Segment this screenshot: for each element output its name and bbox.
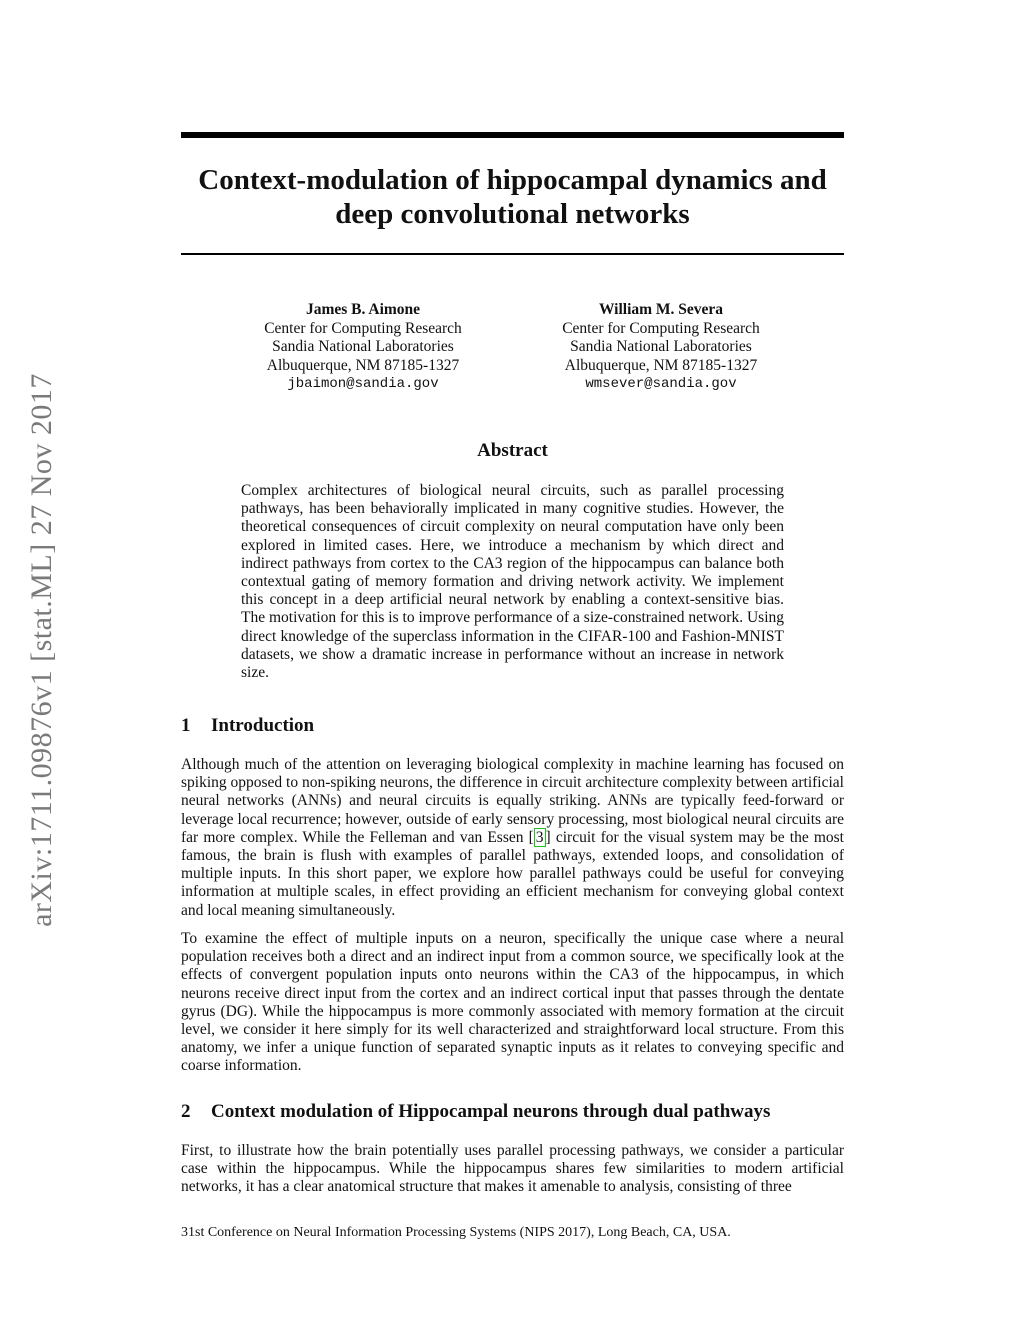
title-bottom-rule [181,253,844,255]
author-affiliation: Center for Computing Research [264,319,462,337]
section-heading-introduction [181,715,844,737]
author-block-2 [516,301,806,394]
author-affiliation: Sandia National Laboratories [272,338,454,355]
author-affiliation: Center for Computing Research [562,319,760,337]
section-title: Context modulation of Hippocampal neurons through dual pathways [211,1101,771,1122]
author-affiliation: Sandia National Laboratories [570,338,752,355]
intro-paragraph-2: To examine the effect of multiple inputs on a neuron, specifically the unique case where a neural population receives both a direct and an indirect input from a common source, we specifically look at the effects of convergent population inputs onto neurons within the CA3 of the hippocampus, in which neurons receive direct input from the cortex and an indirect cortical input that passes through the dentate gyrus (DG). While the hippocampus is more commonly associated with memory formation at the circuit level, we consider it here simply for its well characterized and straightforward local structure. From this anatomy, we infer a unique function of separated synaptic inputs as it relates to conveying specific and coarse information. [181,930,844,1075]
paragraph-text: Although much of the attention on leveraging biological complexity in machine learning has focused on spiking opposed to non-spiking neurons, the difference in circuit architecture complexity between artificial neural networks (ANNs) and neural circuits is equally striking. ANNs are typically feed-forward or leverage local recurrence; however, outside of early sensory processing, most biological neural circuits are far more complex. While the Felleman and van Essen [ [181,756,844,846]
paragraph-text: ] circuit for the visual system may be the most famous, the brain is flush with examples of parallel pathways, extended loops, and consolidation of multiple inputs. In this short paper, we explore how parallel pathways could be useful for conveying information at multiple scales, in effect providing an efficient mechanism for conveying global context and local meaning simultaneously. [181,828,844,919]
section-number: 1 [181,715,191,736]
conference-footnote: 31st Conference on Neural Information Processing Systems (NIPS 2017), Long Beach, CA, USA. [181,1225,731,1240]
author-email: jbaimon@sandia.gov [287,376,439,392]
section2-paragraph-1: First, to illustrate how the brain potentially uses parallel processing pathways, we consider a particular case within the hippocampus. While the hippocampus shares few similarities to modern artificial networks, it has a clear anatomical structure that makes it amenable to analysis, consisting of three [181,1142,844,1196]
author-name: William M. Severa [598,301,724,318]
arxiv-stamp: arXiv:1711.09876v1 [stat.ML] 27 Nov 2017 [25,373,58,927]
section-title: Introduction [211,715,315,736]
author-address: Albuquerque, NM 87185-1327 [266,356,460,374]
title-top-rule [181,132,844,138]
intro-paragraph-1 [181,756,844,920]
abstract-heading: Abstract [477,440,548,461]
author-block-1 [218,301,508,394]
author-address: Albuquerque, NM 87185-1327 [564,356,758,374]
author-email: wmsever@sandia.gov [585,376,737,392]
author-name: James B. Aimone [305,301,421,318]
section-number: 2 [181,1101,191,1122]
abstract-text: Complex architectures of biological neural circuits, such as parallel processing pathways, has been behaviorally implicated in many cognitive studies. However, the theoretical consequences of circuit complexity on neural computation have only been explored in limited cases. Here, we introduce a mechanism by which direct and indirect pathways from cortex to the CA3 region of the hippocampus can balance both contextual gating of memory formation and driving network activity. We implement this concept in a deep artificial neural network by enabling a context-sensitive bias. The motivation for this is to improve performance of a size-constrained network. Using direct knowledge of the superclass information in the CIFAR-100 and Fashion-MNIST datasets, we show a dramatic increase in performance without an increase in network size. [241,482,784,682]
section-heading-context-modulation [181,1101,844,1123]
paper-title: Context-modulation of hippocampal dynamics and deep convolutional networks [198,164,827,230]
citation-link[interactable]: 3 [535,828,544,846]
